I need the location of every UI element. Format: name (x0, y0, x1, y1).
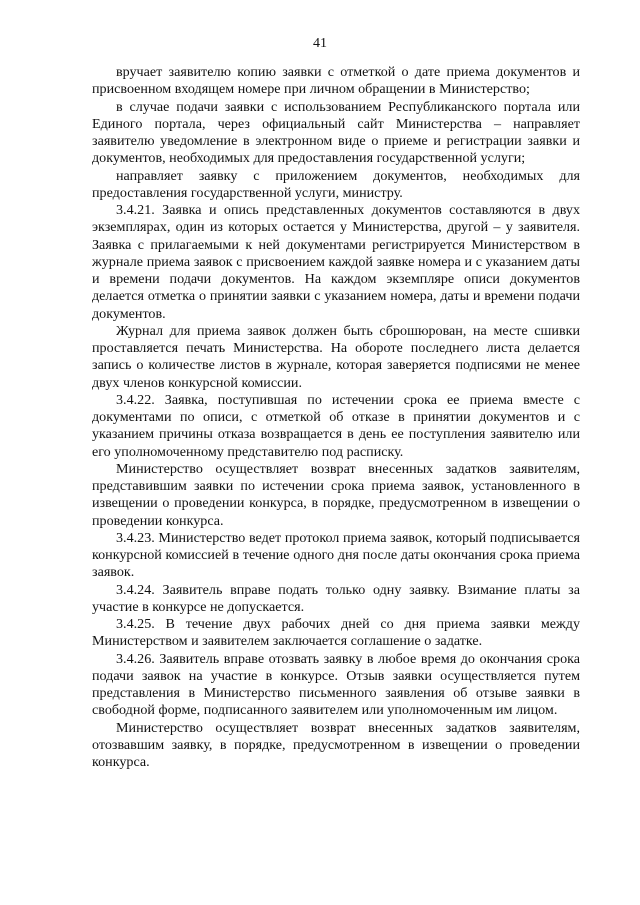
paragraph: 3.4.26. Заявитель вправе отозвать заявку в любое время до окончания срока подачи заявок на участие в конкурсе. Отзыв заявки осуществляется путем представления в Министерство письменного заявления об отзыве заявки в свободной форме, подписанного заявителем или уполномоченным им лицом. (92, 650, 580, 719)
page-number: 41 (313, 36, 327, 51)
document-body (92, 64, 580, 771)
paragraph: вручает заявителю копию заявки с отметкой о дате приема документов и присвоенном входящем номере при личном обращении в Министерство; (92, 64, 580, 98)
paragraph: 3.4.21. Заявка и опись представленных документов составляются в двух экземплярах, один из которых остается у Министерства, другой – у заявителя. Заявка с прилагаемыми к ней документами регистрируется Министерством в журнале приема заявок с присвоением каждой заявке номера и с указанием даты и времени подачи документов. На каждом экземпляре описи документов делается отметка о принятии заявки с указанием номера, даты и времени подачи документов. (92, 202, 580, 322)
paragraph: 3.4.25. В течение двух рабочих дней со дня приема заявки между Министерством и заявителем заключается соглашение о задатке. (92, 616, 580, 650)
paragraph: Министерство осуществляет возврат внесенных задатков заявителям, отозвавшим заявку, в порядке, предусмотренном в извещении о проведении конкурса. (92, 719, 580, 770)
paragraph: 3.4.22. Заявка, поступившая по истечении срока ее приема вместе с документами по описи, с отметкой об отказе в принятии документов и с указанием причины отказа возвращается в день ее поступления заявителю или его уполномоченному представителю под расписку. (92, 391, 580, 460)
paragraph: Министерство осуществляет возврат внесенных задатков заявителям, представившим заявки по истечении срока приема заявок, установленного в извещении о проведении конкурса, в порядке, предусмотренном в извещении о проведении конкурса. (92, 460, 580, 529)
paragraph: Журнал для приема заявок должен быть сброшюрован, на месте сшивки проставляется печать Министерства. На обороте последнего листа делается запись о количестве листов в журнале, которая заверяется подписями не менее двух членов конкурсной комиссии. (92, 322, 580, 391)
paragraph: направляет заявку с приложением документов, необходимых для предоставления государственной услуги, министру. (92, 167, 580, 201)
paragraph: 3.4.24. Заявитель вправе подать только одну заявку. Взимание платы за участие в конкурсе не допускается. (92, 581, 580, 615)
paragraph: в случае подачи заявки с использованием Республиканского портала или Единого портала, через официальный сайт Министерства – направляет заявителю уведомление в электронном виде о приеме и регистрации заявки и документов, необходимых для предоставления государственной услуги; (92, 98, 580, 167)
paragraph: 3.4.23. Министерство ведет протокол приема заявок, который подписывается конкурсной комиссией в течение одного дня после даты окончания срока приема заявок. (92, 529, 580, 581)
